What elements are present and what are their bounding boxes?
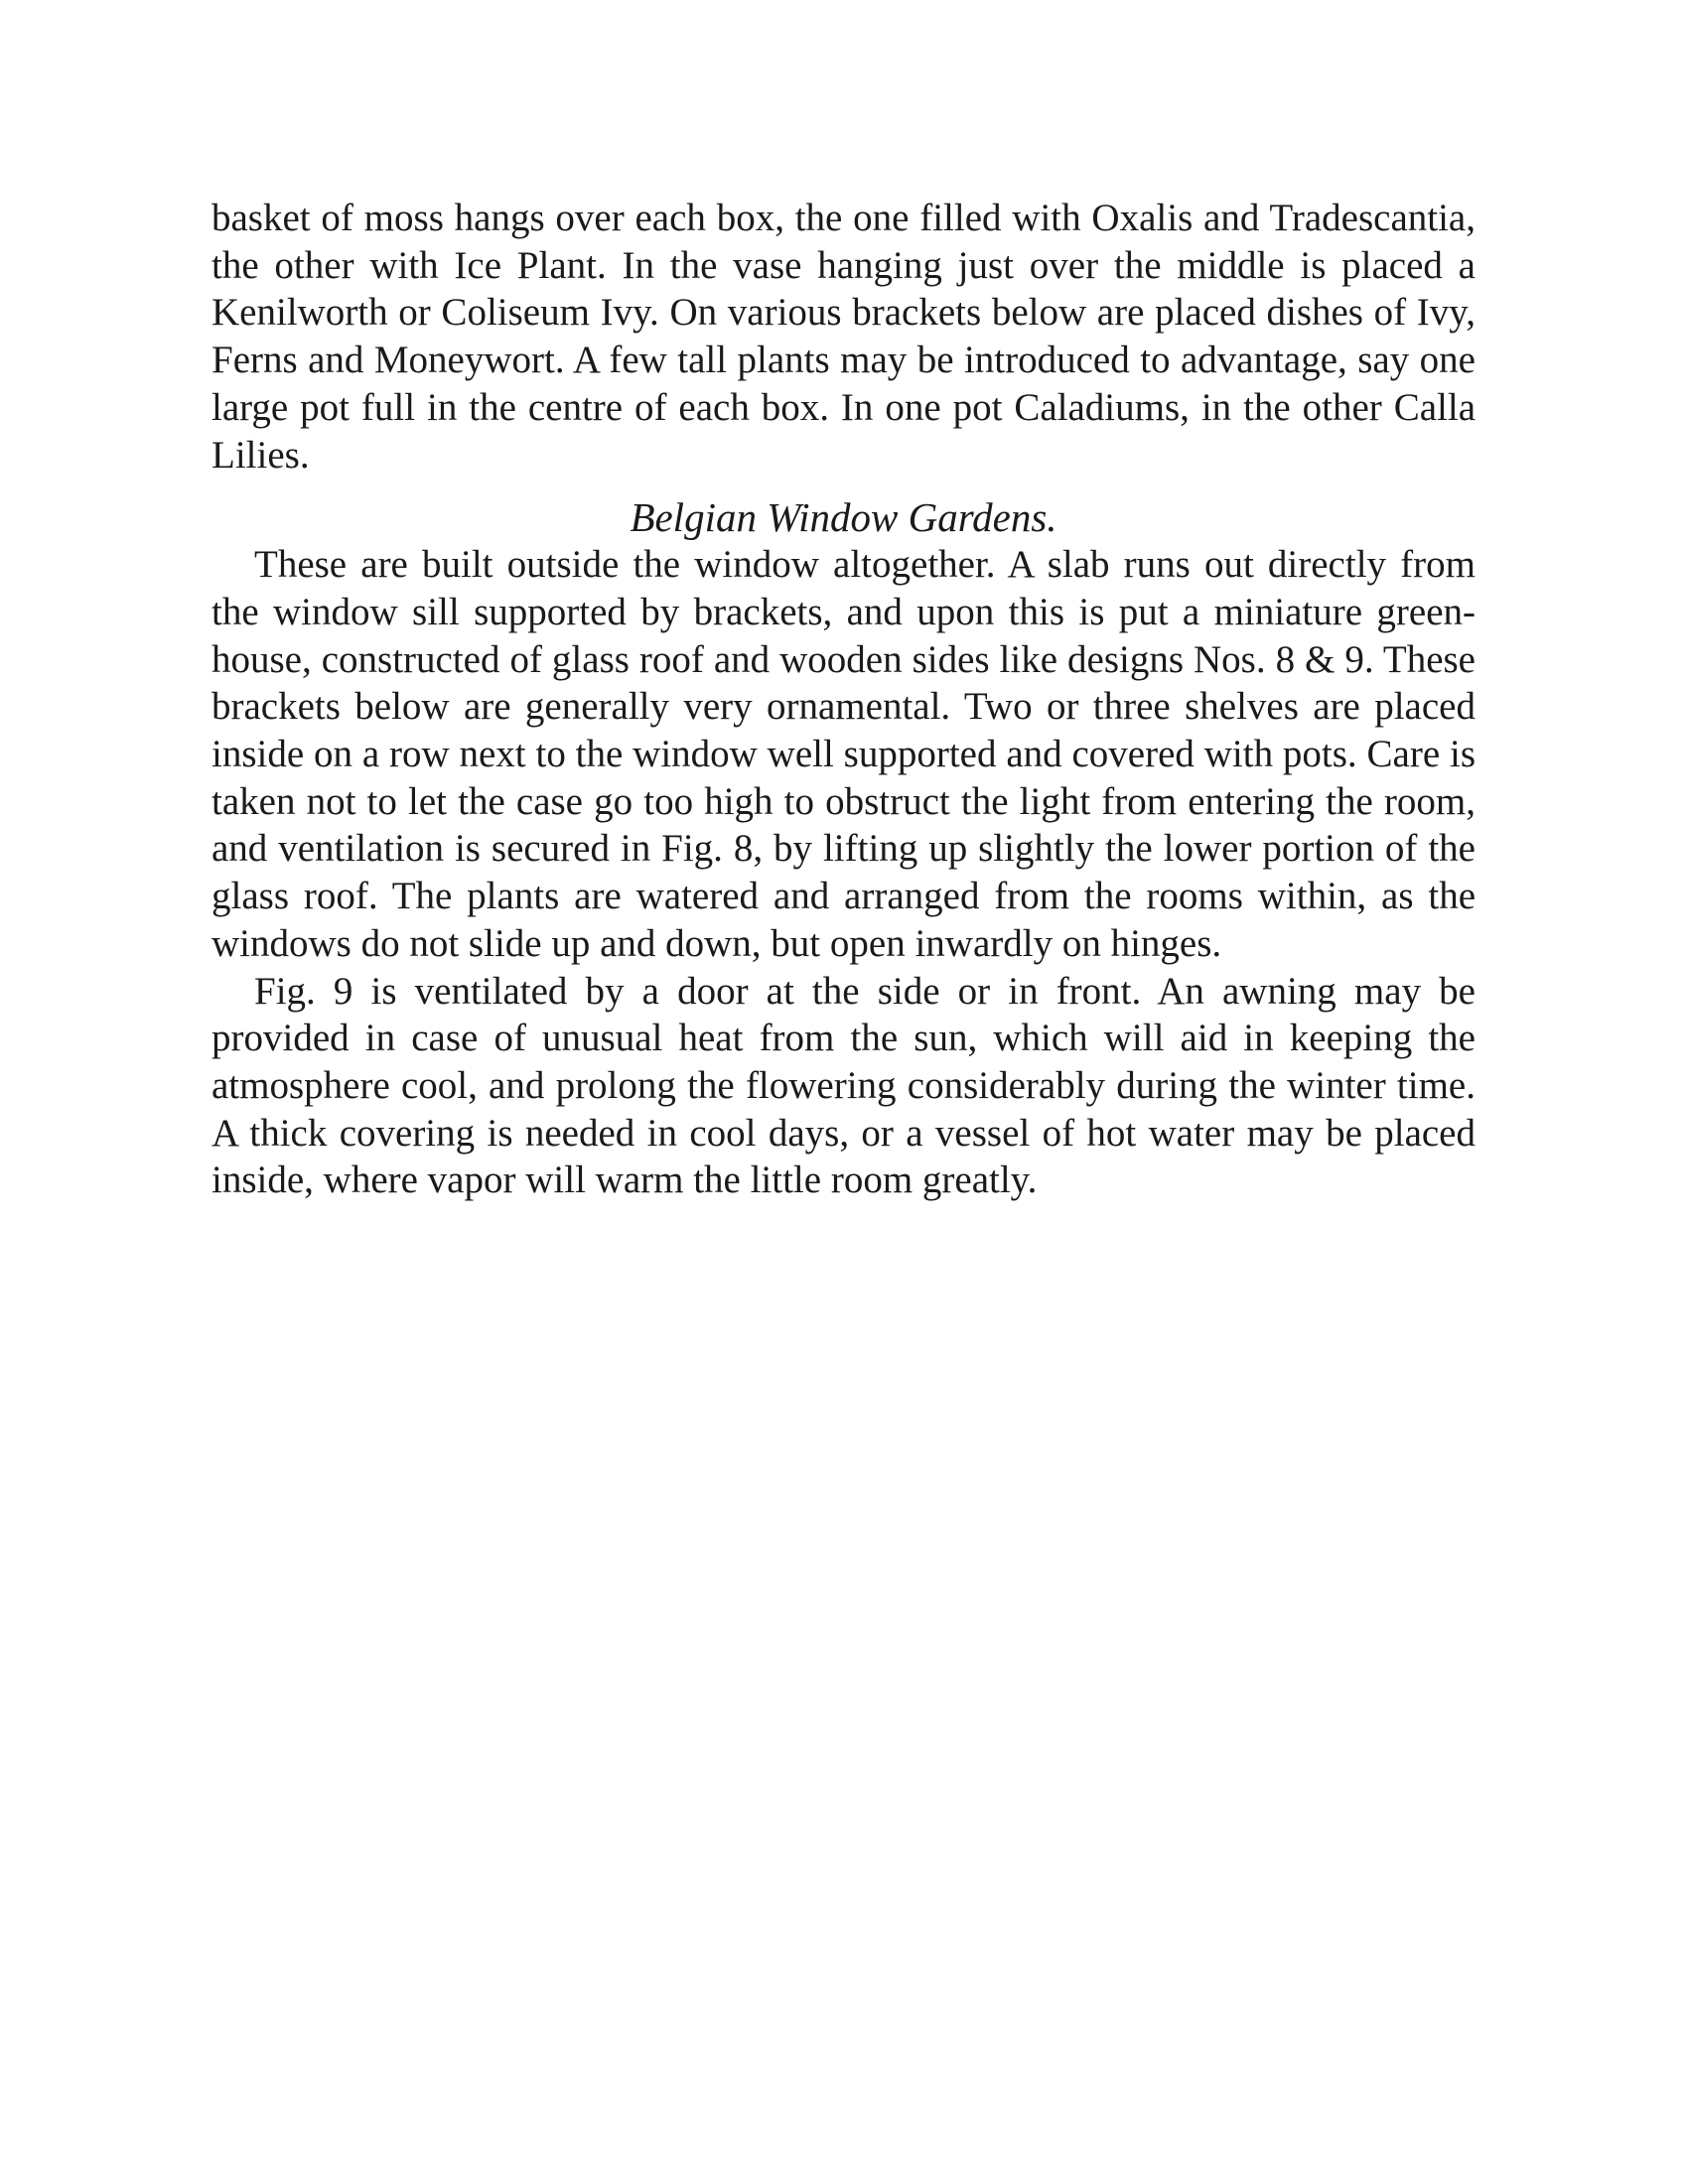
body-paragraph-3: Fig. 9 is ventilated by a door at the side or in front. An awning may be provided in case of unusual heat from the sun, which will aid in keeping the atmosphere cool, and prolong the flowering considerably during the winter time. A thick covering is needed in cool days, or a vessel of hot water may be placed inside, where vapor will warm the little room greatly. — [211, 969, 1476, 1202]
section-heading: Belgian Window Gardens. — [630, 494, 1057, 541]
body-paragraph-1: basket of moss hangs over each box, the one filled with Oxalis and Tradescantia, the other with Ice Plant. In the vase hanging just over the middle is placed a Kenilworth or Coliseum Ivy. On various brackets below are placed dishes of Ivy, Ferns and Moneywort. A few tall plants may be introduced to advantage, say one large pot full in the centre of each box. In one pot Caladiums, in the other Calla Lilies. — [211, 197, 1476, 477]
document-page — [211, 195, 1476, 1204]
body-paragraph-2: These are built outside the window altogether. A slab runs out directly from the window sill supported by brackets, and upon this is put a miniature green-house, constructed of glass roof and wooden sides like designs Nos. 8 & 9. These brackets below are generally very ornamental. Two or three shelves are placed inside on a row next to the window well supported and covered with pots. Care is taken not to let the case go too high to obstruct the light from entering the room, and ventilation is secured in Fig. 8, by lifting up slightly the lower portion of the glass roof. The plants are watered and arranged from the rooms within, as the windows do not slide up and down, but open inwardly on hinges. — [211, 543, 1476, 965]
